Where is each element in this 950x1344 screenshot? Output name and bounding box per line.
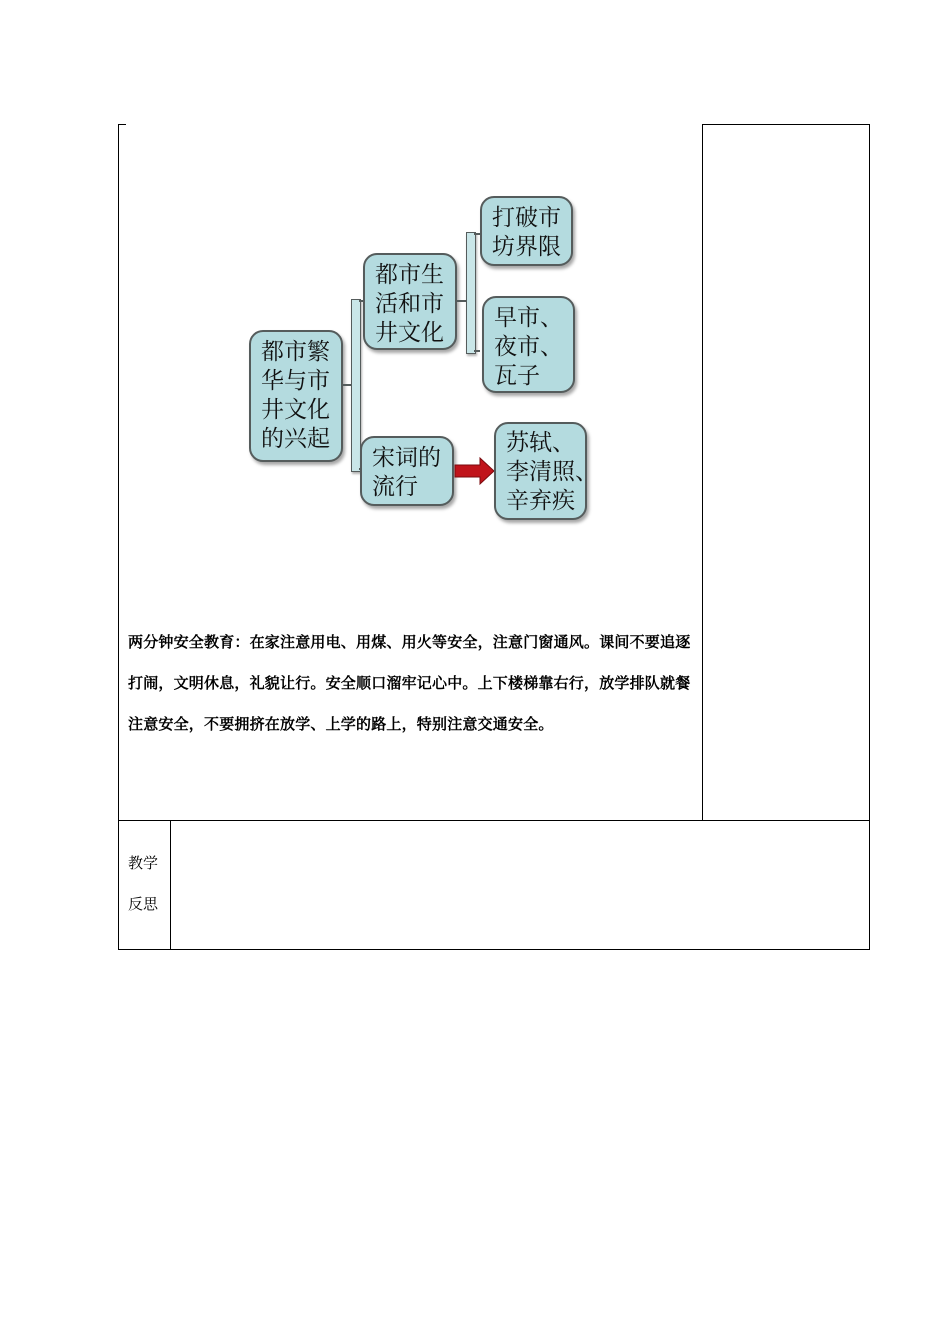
node-leaf3: 苏轼、 李清照、 辛弃疾 (494, 422, 587, 520)
left-border (118, 124, 119, 950)
inner-divider-right (702, 124, 703, 820)
connector-branch1-out (457, 300, 466, 302)
connector-leaf2 (474, 350, 480, 352)
row-divider (118, 820, 870, 821)
node-branch2: 宋词的 流行 (360, 436, 454, 506)
node-root: 都市繁 华与市 井文化 的兴起 (249, 330, 343, 462)
label-col-divider (170, 820, 171, 950)
node-leaf1: 打破市 坊界限 (480, 196, 573, 266)
arrow-right-icon (454, 457, 496, 485)
top-border-tick (118, 124, 126, 125)
connector-root (343, 384, 351, 386)
bottom-border (118, 949, 870, 950)
top-border-right (702, 124, 870, 125)
reflection-label: 教学 反思 (128, 854, 159, 913)
safety-education-text: 两分钟安全教育：在家注意用电、用煤、用火等安全，注意门窗通风。课间不要追逐打闹，文明休息，礼貌让行。安全顺口溜牢记心中。上下楼梯靠右行，放学排队就餐注意安全，不要拥挤在放学、上学的路上，特别注意交通安全。 (128, 633, 691, 733)
node-branch1: 都市生 活和市 井文化 (363, 253, 457, 350)
right-border (869, 124, 870, 950)
bracket-branch1 (466, 232, 476, 354)
node-leaf2: 早市、 夜市、 瓦子 (482, 296, 575, 393)
